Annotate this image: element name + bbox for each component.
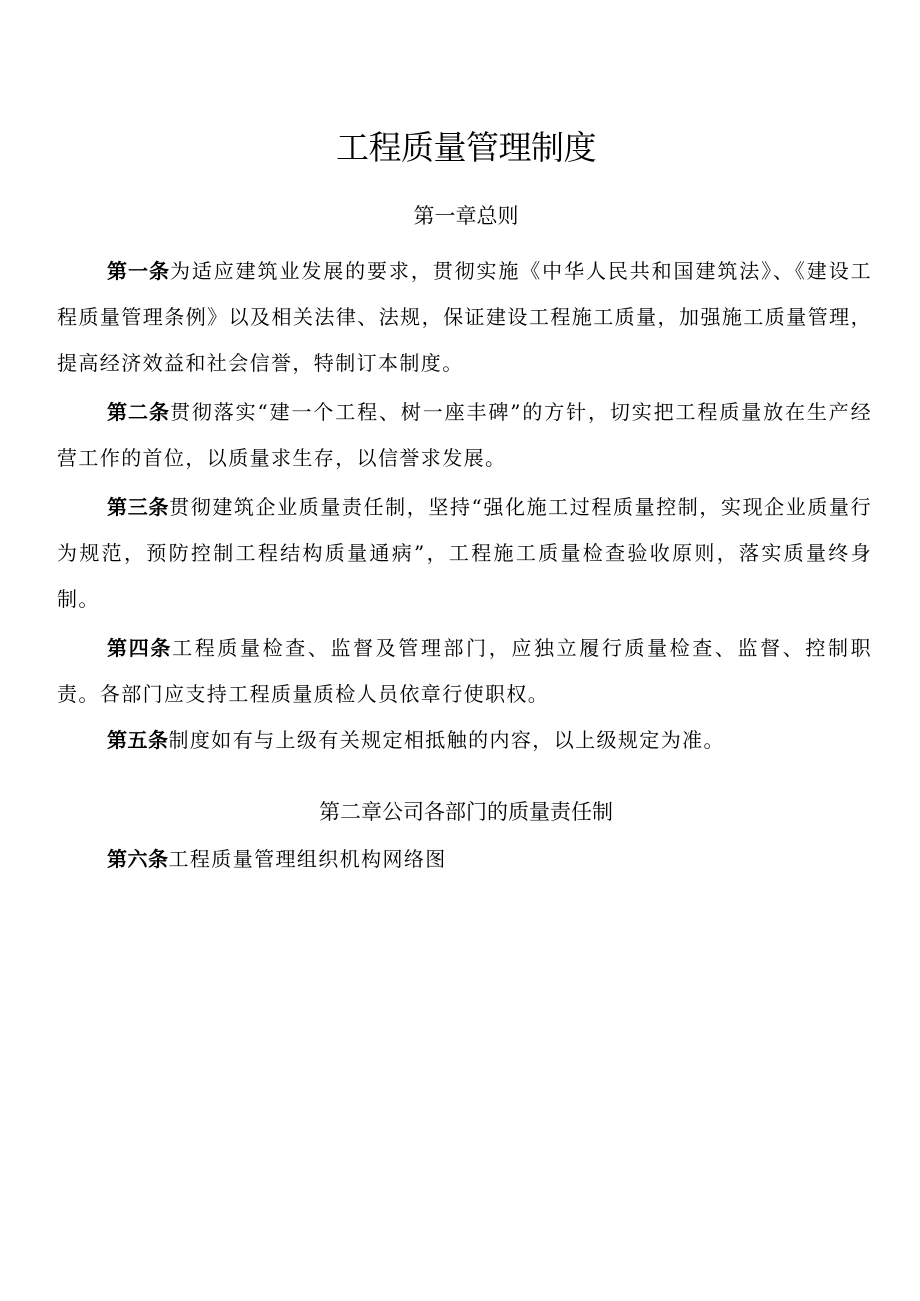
article-text: 工程质量检查、监督及管理部门，应独立履行质量检查、监督、控制职责。各部门应支持工程质量质检人员依章行使职权。 — [57, 636, 873, 706]
article-number: 第三条 — [107, 495, 170, 519]
chapter-heading-1: 第一章总则 — [413, 204, 519, 228]
article-number: 第六条 — [107, 847, 169, 871]
article-3 — [57, 484, 872, 622]
article-2 — [57, 389, 872, 481]
article-number: 第五条 — [107, 728, 169, 752]
article-5 — [57, 717, 872, 763]
article-6 — [57, 836, 872, 882]
article-1 — [57, 248, 872, 386]
article-text: 贯彻建筑企业质量责任制，坚持“强化施工过程质量控制，实现企业质量行为规范，预防控制工程结构质量通病”，工程施工质量检查验收原则，落实质量终身制。 — [57, 495, 872, 611]
article-4 — [57, 625, 872, 717]
document-title: 工程质量管理制度 — [336, 128, 596, 167]
article-number: 第一条 — [107, 259, 170, 283]
article-text: 贯彻落实“建一个工程、树一座丰碑”的方针，切实把工程质量放在生产经营工作的首位，以质量求生存，以信誉求发展。 — [57, 400, 873, 470]
chapter-heading-2: 第二章公司各部门的质量责任制 — [319, 800, 613, 824]
article-text: 为适应建筑业发展的要求，贯彻实施《中华人民共和国建筑法》、《建设工程质量管理条例》以及相关法律、法规，保证建设工程施工质量，加强施工质量管理，提高经济效益和社会信誉，特制订本制度。 — [57, 259, 872, 375]
article-number: 第四条 — [107, 636, 173, 660]
article-text: 制度如有与上级有关规定相抵触的内容，以上级规定为准。 — [168, 728, 725, 752]
article-number: 第二条 — [107, 400, 170, 424]
article-text: 工程质量管理组织机构网络图 — [168, 847, 447, 871]
